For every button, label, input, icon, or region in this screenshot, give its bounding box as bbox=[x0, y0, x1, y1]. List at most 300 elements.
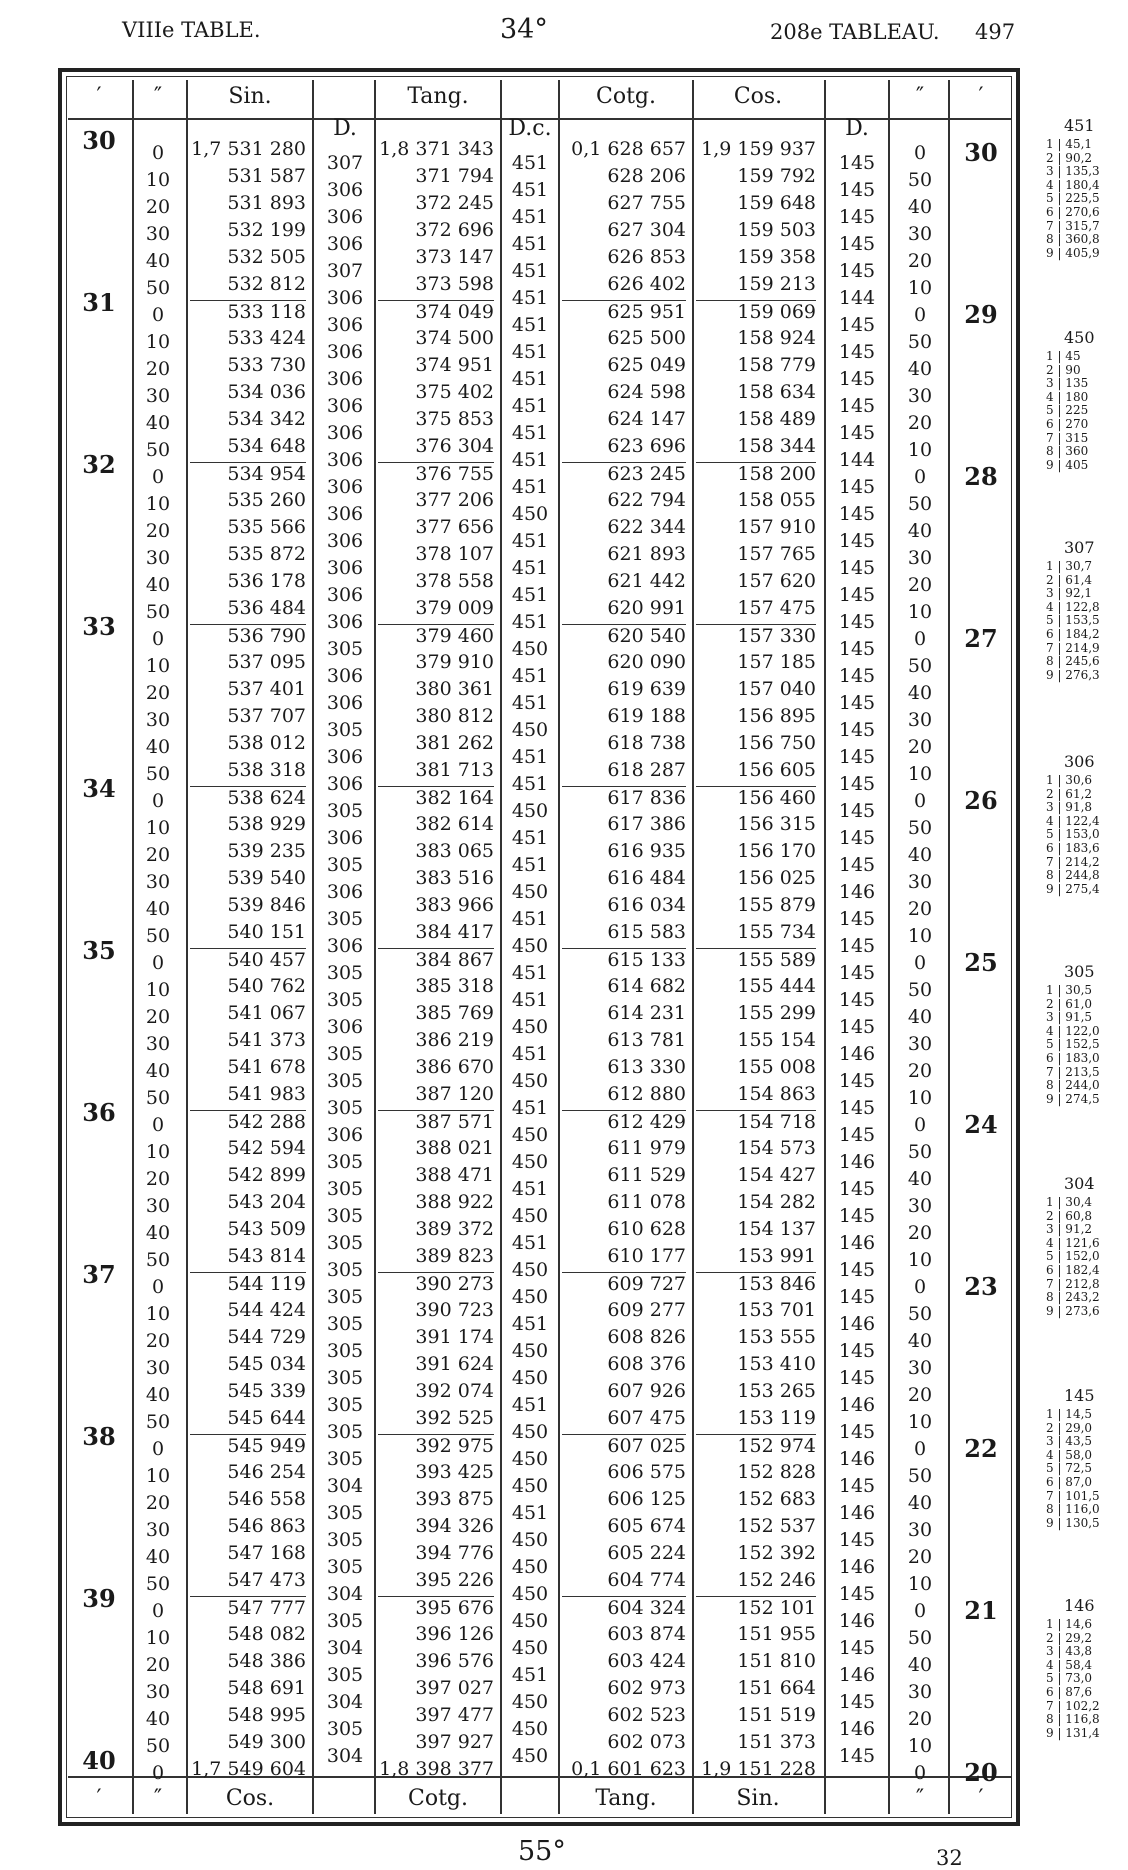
cos-cell: 152 246 bbox=[737, 1569, 816, 1591]
column-rule bbox=[558, 80, 560, 1814]
sin-cell: 541 373 bbox=[227, 1029, 306, 1051]
seconds-cell: 0 bbox=[151, 466, 165, 488]
sin-cell: 531 587 bbox=[227, 165, 306, 187]
diff-cell: 146 bbox=[838, 1394, 876, 1416]
seconds-cell: 30 bbox=[145, 871, 171, 893]
seconds-cell: 40 bbox=[145, 1060, 171, 1082]
seconds-cell: 0 bbox=[913, 1276, 927, 1298]
diff-cell: 144 bbox=[838, 449, 876, 471]
column-title: Cotg. bbox=[596, 84, 656, 109]
sin-cell: 534 954 bbox=[190, 462, 306, 485]
common-diff-cell: 451 bbox=[511, 1232, 549, 1254]
cotg-cell: 609 277 bbox=[607, 1299, 686, 1321]
seconds-cell: 0 bbox=[913, 1762, 927, 1784]
tang-cell: 1,8 371 343 bbox=[379, 138, 494, 160]
sin-cell: 538 318 bbox=[227, 759, 306, 781]
cos-cell: 1,9 151 228 bbox=[701, 1758, 816, 1780]
minute-right: 29 bbox=[964, 300, 998, 329]
tang-cell: 392 525 bbox=[415, 1407, 494, 1429]
seconds-cell: 40 bbox=[145, 574, 171, 596]
seconds-cell: 50 bbox=[145, 277, 171, 299]
minute-right: 27 bbox=[964, 624, 998, 653]
side-table-line: 4 | 122,0 bbox=[1046, 1023, 1100, 1038]
seconds-cell: 20 bbox=[907, 1708, 933, 1730]
diff-cell: 145 bbox=[838, 773, 876, 795]
side-table-title: 304 bbox=[1064, 1174, 1095, 1193]
seconds-cell: 10 bbox=[907, 1087, 933, 1109]
header-right-label: 208e TABLEAU. bbox=[770, 20, 940, 44]
diff-cell: 306 bbox=[326, 530, 364, 552]
diff-cell: 145 bbox=[838, 1421, 876, 1443]
common-diff-cell: 451 bbox=[511, 1502, 549, 1524]
cotg-cell: 620 540 bbox=[562, 624, 686, 647]
column-title: ″ bbox=[153, 84, 163, 109]
side-table-line: 1 | 45,1 bbox=[1046, 137, 1093, 151]
column-footer-title: ″ bbox=[915, 1786, 925, 1811]
column-footer-title: Cos. bbox=[225, 1786, 275, 1811]
header-center: 34° bbox=[500, 14, 548, 45]
common-diff-cell: 451 bbox=[511, 854, 549, 876]
common-diff-cell: 451 bbox=[511, 1178, 549, 1200]
diff-cell: 145 bbox=[838, 1475, 876, 1497]
side-table-line: 7 | 213,5 bbox=[1046, 1064, 1100, 1079]
diff-cell: 305 bbox=[326, 1232, 364, 1254]
column-title: Sin. bbox=[228, 84, 272, 109]
cos-cell: 154 282 bbox=[737, 1191, 816, 1213]
seconds-cell: 30 bbox=[145, 1195, 171, 1217]
tang-cell: 378 107 bbox=[415, 543, 494, 565]
sin-cell: 546 254 bbox=[227, 1461, 306, 1483]
sin-cell: 539 235 bbox=[227, 840, 306, 862]
side-table-line: 1 | 14,5 bbox=[1046, 1407, 1093, 1421]
tang-cell: 393 875 bbox=[415, 1488, 494, 1510]
cotg-cell: 622 794 bbox=[607, 489, 686, 511]
sin-cell: 543 814 bbox=[227, 1245, 306, 1267]
minute-right: 22 bbox=[964, 1434, 998, 1463]
tang-cell: 397 027 bbox=[415, 1677, 494, 1699]
diff-cell: 304 bbox=[326, 1691, 364, 1713]
seconds-cell: 20 bbox=[907, 574, 933, 596]
common-diff-cell: 450 bbox=[511, 1448, 549, 1470]
seconds-cell: 30 bbox=[145, 1681, 171, 1703]
side-table-line: 9 | 130,5 bbox=[1046, 1515, 1100, 1530]
seconds-cell: 40 bbox=[907, 196, 933, 218]
side-table-line: 4 | 122,8 bbox=[1046, 599, 1100, 614]
seconds-cell: 20 bbox=[145, 1330, 171, 1352]
column-rule bbox=[888, 80, 890, 1814]
seconds-cell: 0 bbox=[913, 466, 927, 488]
seconds-cell: 10 bbox=[907, 277, 933, 299]
diff-cell: 146 bbox=[838, 1448, 876, 1470]
diff-cell: 306 bbox=[326, 1016, 364, 1038]
side-table-line: 9 | 131,4 bbox=[1046, 1725, 1100, 1740]
diff-cell: 305 bbox=[326, 1340, 364, 1362]
cos-cell: 154 137 bbox=[737, 1218, 816, 1240]
seconds-cell: 50 bbox=[145, 925, 171, 947]
common-diff-cell: 450 bbox=[511, 1286, 549, 1308]
seconds-cell: 0 bbox=[913, 790, 927, 812]
cotg-cell: 608 376 bbox=[607, 1353, 686, 1375]
column-footer-title: ″ bbox=[153, 1786, 163, 1811]
cos-cell: 158 634 bbox=[737, 381, 816, 403]
diff-cell: 146 bbox=[838, 1718, 876, 1740]
cotg-cell: 607 025 bbox=[562, 1434, 686, 1457]
seconds-cell: 30 bbox=[907, 1357, 933, 1379]
diff-cell: 145 bbox=[838, 1745, 876, 1767]
diff-cell: 145 bbox=[838, 1691, 876, 1713]
cotg-cell: 627 755 bbox=[607, 192, 686, 214]
side-table-line: 6 | 184,2 bbox=[1046, 627, 1100, 641]
cotg-cell: 609 727 bbox=[562, 1272, 686, 1295]
sin-cell: 546 558 bbox=[227, 1488, 306, 1510]
seconds-cell: 10 bbox=[907, 763, 933, 785]
common-diff-cell: 451 bbox=[511, 314, 549, 336]
diff-cell: 146 bbox=[838, 881, 876, 903]
diff-cell: 305 bbox=[326, 1178, 364, 1200]
seconds-cell: 10 bbox=[145, 1465, 171, 1487]
sin-cell: 545 644 bbox=[227, 1407, 306, 1429]
diff-cell: 305 bbox=[326, 1502, 364, 1524]
tang-cell: 385 318 bbox=[415, 975, 494, 997]
tang-cell: 389 823 bbox=[415, 1245, 494, 1267]
diff-cell: 305 bbox=[326, 1070, 364, 1092]
sin-cell: 540 151 bbox=[227, 921, 306, 943]
seconds-cell: 10 bbox=[907, 1573, 933, 1595]
minute-left: 39 bbox=[82, 1584, 116, 1613]
column-title: Cos. bbox=[733, 84, 783, 109]
tang-cell: 393 425 bbox=[415, 1461, 494, 1483]
cos-cell: 153 119 bbox=[737, 1407, 816, 1429]
sin-cell: 534 036 bbox=[227, 381, 306, 403]
diff-cell: 304 bbox=[326, 1475, 364, 1497]
cotg-cell: 621 442 bbox=[607, 570, 686, 592]
seconds-cell: 40 bbox=[907, 358, 933, 380]
diff-cell: 145 bbox=[838, 962, 876, 984]
sin-cell: 533 118 bbox=[190, 300, 306, 323]
side-table-line: 9 | 276,3 bbox=[1046, 667, 1100, 682]
seconds-cell: 10 bbox=[145, 1303, 171, 1325]
tang-cell: 373 147 bbox=[415, 246, 494, 268]
seconds-cell: 50 bbox=[907, 1141, 933, 1163]
minute-left: 37 bbox=[82, 1260, 116, 1289]
column-rule bbox=[132, 80, 134, 1814]
diff-cell: 305 bbox=[326, 1367, 364, 1389]
sin-cell: 543 509 bbox=[227, 1218, 306, 1240]
minute-left: 34 bbox=[82, 774, 116, 803]
cotg-cell: 617 836 bbox=[562, 786, 686, 809]
common-diff-cell: 450 bbox=[511, 935, 549, 957]
tang-cell: 390 273 bbox=[378, 1272, 494, 1295]
column-title: Tang. bbox=[407, 84, 469, 109]
tang-cell: 374 500 bbox=[415, 327, 494, 349]
cos-cell: 151 373 bbox=[737, 1731, 816, 1753]
common-diff-cell: 450 bbox=[511, 1691, 549, 1713]
diff-cell: 145 bbox=[838, 476, 876, 498]
seconds-cell: 10 bbox=[907, 439, 933, 461]
sin-cell: 544 119 bbox=[190, 1272, 306, 1295]
seconds-cell: 10 bbox=[145, 493, 171, 515]
common-diff-cell: 450 bbox=[511, 1475, 549, 1497]
sin-cell: 548 386 bbox=[227, 1650, 306, 1672]
seconds-cell: 30 bbox=[145, 1519, 171, 1541]
seconds-cell: 20 bbox=[145, 682, 171, 704]
seconds-cell: 20 bbox=[907, 1384, 933, 1406]
sin-cell: 539 540 bbox=[227, 867, 306, 889]
seconds-cell: 20 bbox=[145, 196, 171, 218]
cos-cell: 159 358 bbox=[737, 246, 816, 268]
seconds-cell: 40 bbox=[907, 844, 933, 866]
cotg-cell: 614 231 bbox=[607, 1002, 686, 1024]
column-title: ″ bbox=[915, 84, 925, 109]
column-rule bbox=[312, 80, 314, 1814]
common-diff-cell: 451 bbox=[511, 368, 549, 390]
seconds-cell: 50 bbox=[145, 1249, 171, 1271]
common-diff-cell: 450 bbox=[511, 1205, 549, 1227]
common-diff-cell: 451 bbox=[511, 1043, 549, 1065]
seconds-cell: 40 bbox=[907, 1330, 933, 1352]
cotg-cell: 615 583 bbox=[607, 921, 686, 943]
cotg-cell: 607 475 bbox=[607, 1407, 686, 1429]
side-table-line: 2 | 61,2 bbox=[1046, 786, 1093, 801]
cos-cell: 157 475 bbox=[737, 597, 816, 619]
tang-cell: 380 361 bbox=[415, 678, 494, 700]
diff-cell: 306 bbox=[326, 746, 364, 768]
sin-cell: 547 777 bbox=[190, 1596, 306, 1619]
sin-cell: 534 648 bbox=[227, 435, 306, 457]
cos-cell: 155 299 bbox=[737, 1002, 816, 1024]
diff-cell: 145 bbox=[838, 1097, 876, 1119]
side-table-line: 5 | 73,0 bbox=[1046, 1671, 1093, 1686]
seconds-cell: 40 bbox=[907, 1492, 933, 1514]
cotg-cell: 625 951 bbox=[562, 300, 686, 323]
diff-cell: 145 bbox=[838, 692, 876, 714]
seconds-cell: 10 bbox=[907, 1411, 933, 1433]
diff-cell: 305 bbox=[326, 1664, 364, 1686]
tang-cell: 387 120 bbox=[415, 1083, 494, 1105]
minute-left: 36 bbox=[82, 1098, 116, 1127]
side-table-line: 7 | 315,7 bbox=[1046, 218, 1100, 233]
minute-right: 23 bbox=[964, 1272, 998, 1301]
common-diff-cell: 450 bbox=[511, 1556, 549, 1578]
cotg-cell: 613 330 bbox=[607, 1056, 686, 1078]
seconds-cell: 40 bbox=[907, 1006, 933, 1028]
sin-cell: 541 067 bbox=[227, 1002, 306, 1024]
cotg-cell: 0,1 628 657 bbox=[571, 138, 686, 160]
diff-cell: 146 bbox=[838, 1610, 876, 1632]
common-diff-cell: 450 bbox=[511, 800, 549, 822]
diff-cell: 305 bbox=[326, 1097, 364, 1119]
side-table-line: 2 | 61,0 bbox=[1046, 996, 1093, 1011]
sin-cell: 1,7 549 604 bbox=[191, 1758, 306, 1780]
tang-cell: 386 219 bbox=[415, 1029, 494, 1051]
tang-cell: 382 164 bbox=[378, 786, 494, 809]
diff-cell: 306 bbox=[326, 206, 364, 228]
side-table-line: 6 | 270,6 bbox=[1046, 205, 1100, 219]
cos-cell: 158 344 bbox=[737, 435, 816, 457]
seconds-cell: 20 bbox=[907, 250, 933, 272]
cos-cell: 152 974 bbox=[696, 1434, 816, 1457]
diff-cell: 306 bbox=[326, 881, 364, 903]
side-table-line: 9 | 273,6 bbox=[1046, 1303, 1100, 1318]
cotg-cell: 606 575 bbox=[607, 1461, 686, 1483]
diff-cell: 145 bbox=[838, 1529, 876, 1551]
cos-cell: 156 605 bbox=[737, 759, 816, 781]
common-diff-cell: 450 bbox=[511, 1718, 549, 1740]
tang-cell: 375 853 bbox=[415, 408, 494, 430]
column-rule bbox=[500, 80, 502, 1814]
seconds-cell: 50 bbox=[145, 1087, 171, 1109]
side-table-line: 8 | 360 bbox=[1046, 444, 1089, 459]
seconds-cell: 50 bbox=[907, 655, 933, 677]
side-table-line: 8 | 243,2 bbox=[1046, 1290, 1100, 1305]
tang-cell: 388 922 bbox=[415, 1191, 494, 1213]
minute-left: 40 bbox=[82, 1746, 116, 1775]
seconds-cell: 0 bbox=[913, 952, 927, 974]
diff-cell: 307 bbox=[326, 152, 364, 174]
cos-cell: 155 444 bbox=[737, 975, 816, 997]
side-table-line: 2 | 90,2 bbox=[1046, 150, 1093, 165]
sin-cell: 538 624 bbox=[190, 786, 306, 809]
common-diff-cell: 451 bbox=[511, 341, 549, 363]
diff-cell: 145 bbox=[838, 503, 876, 525]
diff-cell: 145 bbox=[838, 584, 876, 606]
tang-cell: 392 975 bbox=[378, 1434, 494, 1457]
side-table-line: 4 | 58,4 bbox=[1046, 1657, 1093, 1672]
common-diff-cell: 451 bbox=[511, 989, 549, 1011]
sin-cell: 533 730 bbox=[227, 354, 306, 376]
diff-cell: 306 bbox=[326, 665, 364, 687]
minute-right: 26 bbox=[964, 786, 998, 815]
diff-cell: 145 bbox=[838, 1583, 876, 1605]
cos-cell: 157 185 bbox=[737, 651, 816, 673]
cotg-cell: 617 386 bbox=[607, 813, 686, 835]
diff-cell: 145 bbox=[838, 1637, 876, 1659]
seconds-cell: 50 bbox=[907, 169, 933, 191]
common-diff-cell: 451 bbox=[511, 692, 549, 714]
side-table-line: 1 | 14,6 bbox=[1046, 1617, 1093, 1631]
diff-cell: 305 bbox=[326, 1313, 364, 1335]
column-rule bbox=[374, 80, 376, 1814]
diff-cell: 305 bbox=[326, 1151, 364, 1173]
side-table-line: 2 | 29,2 bbox=[1046, 1630, 1093, 1645]
seconds-cell: 0 bbox=[913, 1600, 927, 1622]
diff-cell: 145 bbox=[838, 908, 876, 930]
side-table-line: 3 | 92,1 bbox=[1046, 586, 1093, 601]
seconds-cell: 0 bbox=[913, 304, 927, 326]
side-table-line: 5 | 152,0 bbox=[1046, 1249, 1100, 1264]
cotg-cell: 626 853 bbox=[607, 246, 686, 268]
diff-cell: 145 bbox=[838, 1340, 876, 1362]
sin-cell: 539 846 bbox=[227, 894, 306, 916]
cotg-cell: 612 429 bbox=[562, 1110, 686, 1133]
diff-cell: 306 bbox=[326, 611, 364, 633]
tang-cell: 379 009 bbox=[415, 597, 494, 619]
common-diff-cell: 451 bbox=[511, 287, 549, 309]
cos-cell: 154 718 bbox=[696, 1110, 816, 1133]
side-table-line: 8 | 116,0 bbox=[1046, 1502, 1100, 1517]
common-diff-cell: 450 bbox=[511, 1637, 549, 1659]
cos-cell: 154 573 bbox=[737, 1137, 816, 1159]
side-table-line: 4 | 180 bbox=[1046, 389, 1089, 404]
seconds-cell: 30 bbox=[907, 871, 933, 893]
tang-cell: 396 126 bbox=[415, 1623, 494, 1645]
column-title: ′ bbox=[978, 84, 984, 109]
seconds-cell: 0 bbox=[151, 1276, 165, 1298]
column-footer-title: Sin. bbox=[736, 1786, 780, 1811]
tang-cell: 378 558 bbox=[415, 570, 494, 592]
seconds-cell: 40 bbox=[145, 736, 171, 758]
seconds-cell: 20 bbox=[907, 1546, 933, 1568]
tang-cell: 379 910 bbox=[415, 651, 494, 673]
diff-cell: 146 bbox=[838, 1043, 876, 1065]
tang-cell: 396 576 bbox=[415, 1650, 494, 1672]
cos-cell: 152 537 bbox=[737, 1515, 816, 1537]
diff-cell: 145 bbox=[838, 341, 876, 363]
diff-cell: 306 bbox=[326, 287, 364, 309]
minute-left: 35 bbox=[82, 936, 116, 965]
cotg-cell: 613 781 bbox=[607, 1029, 686, 1051]
cotg-cell: 610 177 bbox=[607, 1245, 686, 1267]
column-rule bbox=[824, 80, 826, 1814]
diff-cell: 306 bbox=[326, 584, 364, 606]
side-table-line: 9 | 405,9 bbox=[1046, 245, 1100, 260]
side-table-line: 7 | 214,2 bbox=[1046, 854, 1100, 869]
sin-cell: 536 178 bbox=[227, 570, 306, 592]
diff-cell: 305 bbox=[326, 638, 364, 660]
common-diff-cell: 451 bbox=[511, 584, 549, 606]
cos-cell: 159 792 bbox=[737, 165, 816, 187]
cos-cell: 158 489 bbox=[737, 408, 816, 430]
cotg-cell: 625 049 bbox=[607, 354, 686, 376]
diff-cell: 145 bbox=[838, 665, 876, 687]
side-table-line: 6 | 87,0 bbox=[1046, 1475, 1093, 1489]
common-diff-cell: 450 bbox=[511, 503, 549, 525]
header-left: VIIIe TABLE. bbox=[122, 18, 261, 42]
seconds-cell: 0 bbox=[151, 790, 165, 812]
cos-cell: 153 555 bbox=[737, 1326, 816, 1348]
sin-cell: 541 983 bbox=[227, 1083, 306, 1105]
seconds-cell: 20 bbox=[145, 1654, 171, 1676]
cos-cell: 153 265 bbox=[737, 1380, 816, 1402]
common-diff-cell: 451 bbox=[511, 179, 549, 201]
seconds-cell: 30 bbox=[145, 223, 171, 245]
diff-cell: 145 bbox=[838, 314, 876, 336]
cos-cell: 152 392 bbox=[737, 1542, 816, 1564]
tang-cell: 391 624 bbox=[415, 1353, 494, 1375]
tang-cell: 394 326 bbox=[415, 1515, 494, 1537]
seconds-cell: 50 bbox=[145, 439, 171, 461]
column-footer-title: ′ bbox=[978, 1786, 984, 1811]
seconds-cell: 20 bbox=[145, 1006, 171, 1028]
sin-cell: 542 288 bbox=[190, 1110, 306, 1133]
common-diff-cell: 451 bbox=[511, 206, 549, 228]
tang-cell: 381 262 bbox=[415, 732, 494, 754]
side-table-line: 5 | 153,5 bbox=[1046, 613, 1100, 628]
sin-cell: 535 872 bbox=[227, 543, 306, 565]
tang-cell: 388 471 bbox=[415, 1164, 494, 1186]
column-rule bbox=[186, 80, 188, 1814]
seconds-cell: 40 bbox=[907, 682, 933, 704]
diff-cell: 145 bbox=[838, 206, 876, 228]
diff-cell: 145 bbox=[838, 827, 876, 849]
cos-cell: 158 055 bbox=[737, 489, 816, 511]
common-diff-cell: 450 bbox=[511, 1421, 549, 1443]
sin-cell: 1,7 531 280 bbox=[191, 138, 306, 160]
tang-cell: 374 951 bbox=[415, 354, 494, 376]
diff-cell: 145 bbox=[838, 422, 876, 444]
side-table-line: 7 | 214,9 bbox=[1046, 640, 1100, 655]
diff-cell: 305 bbox=[326, 1529, 364, 1551]
